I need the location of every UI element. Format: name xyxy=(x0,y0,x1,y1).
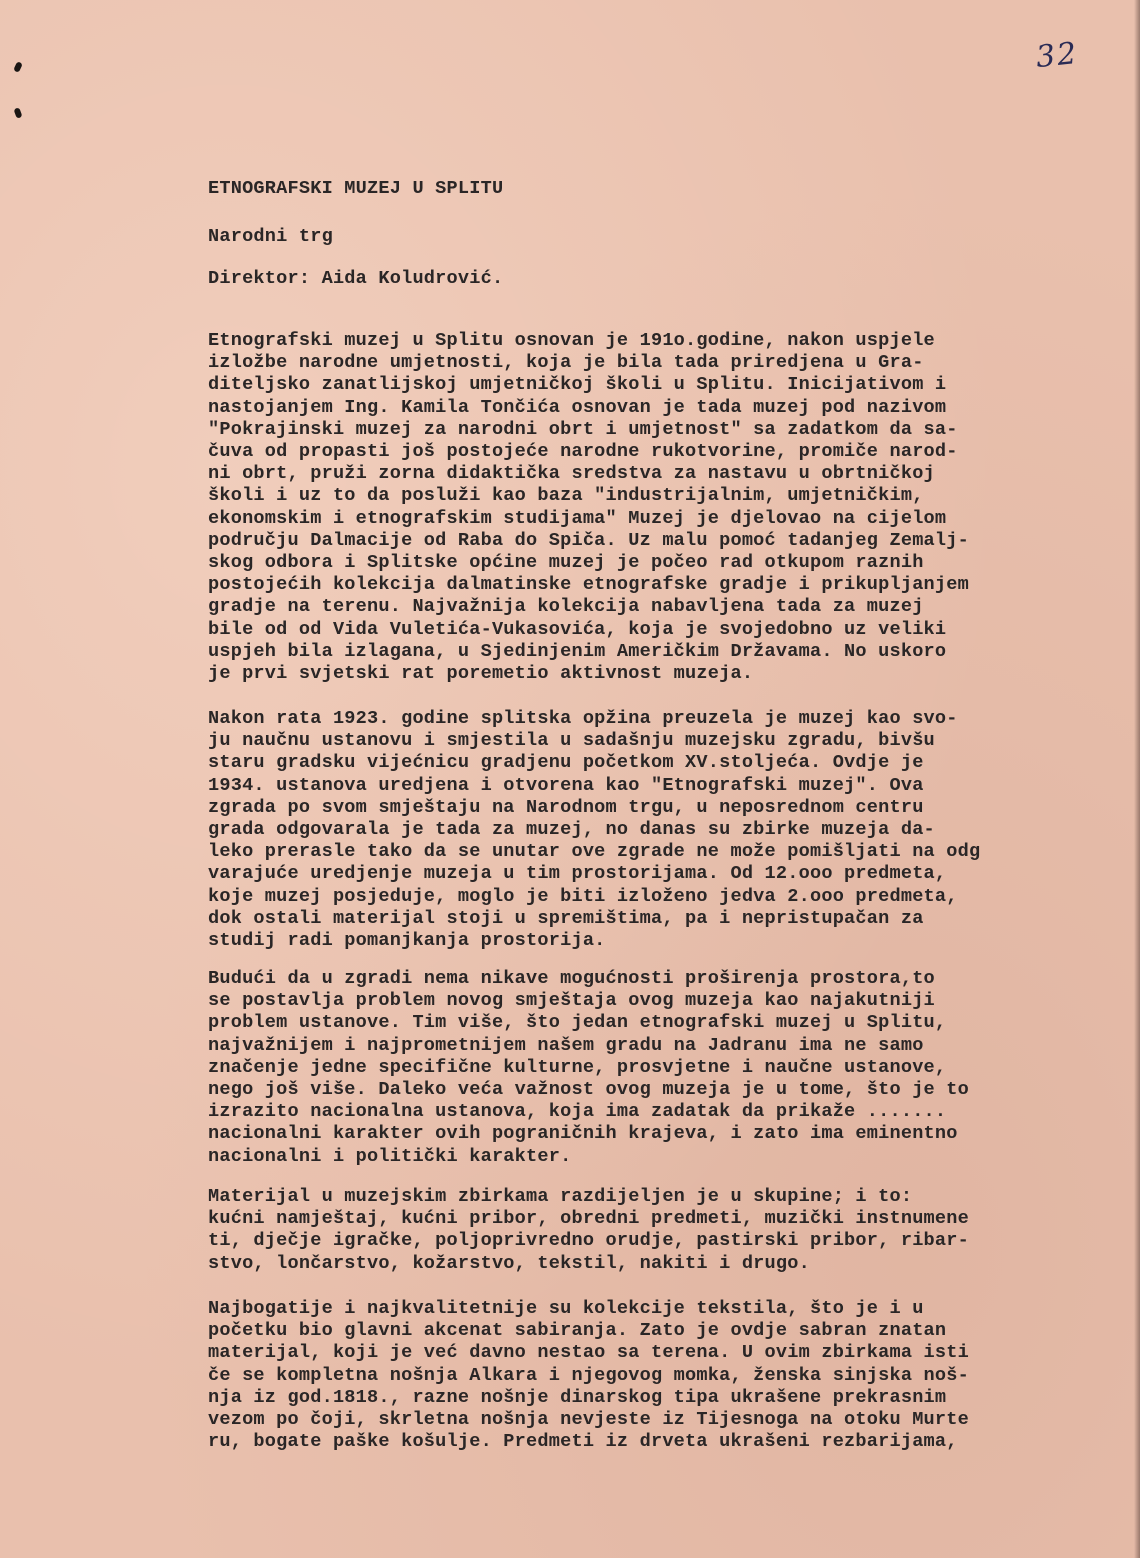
address-line: Narodni trg xyxy=(208,226,333,247)
document-title: ETNOGRAFSKI MUZEJ U SPLITU xyxy=(208,178,504,199)
paragraph-textiles: Najbogatije i najkvalitetnije su kolekcije tekstila, što je i u početku bio glavni akcenat sabiranja. Zato je ovdje sabran znatan materijal, koji je već davno nestao sa terena. U ovim zbirkama isti če se kompletna nošnja Alkara i njegovog momka, ženska sinjska noš- nja iz god.1818., razne nošnje dinarskog tipa ukrašene prekrasnim vezom po čoji, skrletna nošnja nevjeste iz Tijesnoga na otoku Murte ru, bogate paške košulje. Predmeti iz drveta ukrašeni rezbarijama, xyxy=(208,1298,969,1453)
paragraph-history: Etnografski muzej u Splitu osnovan je 191o.godine, nakon uspjele izložbe narodne umjetnosti, koja je bila tada priredjena u Gra- diteljsko zanatlijskoj umjetničkoj školi u Splitu. Inicijativom i nastojanjem Ing. Kamila Tončića osnovan je tada muzej pod nazivom "Pokrajinski muzej za narodni obrt i umjetnost" sa zadatkom da sa- čuva od propasti još postojeće narodne rukotvorine, promiče narod- ni obrt, pruži zorna didaktička sredstva za nastavu u obrtničkoj školi i uz to da posluži kao baza "industrijalnim, umjetničkim, ekonomskim i etnografskim studijama" Muzej je djelovao na cijelom području Dalmacije od Raba do Spiča. Uz malu pomoć tadanjeg Zemalj- skog odbora i Splitske općine muzej je počeo rad otkupom raznih postojećih kolekcija dalmatinske etnografske gradje i prikupljanjem gradje na terenu. Najvažnija kolekcija nabavljena tada za muzej bile od od Vida Vuletića-Vukasovića, koja je svojedobno uz veliki uspjeh bila izlagana, u Sjedinjenim Američkim Državama. No uskoro je prvi svjetski rat poremetio aktivnost muzeja. xyxy=(208,330,969,685)
paragraph-collections: Materijal u muzejskim zbirkama razdijeljen je u skupine; i to: kućni namještaj, kućni pribor, obredni predmeti, muzički instnumene ti, dječje igračke, poljoprivredno orudje, pastirski pribor, ribar- stvo, lončarstvo, kožarstvo, tekstil, nakiti i drugo. xyxy=(208,1186,969,1274)
director-line: Direktor: Aida Koludrović. xyxy=(208,268,504,289)
punch-mark xyxy=(13,107,22,118)
page-edge-shadow xyxy=(1134,0,1140,1558)
paragraph-building: Nakon rata 1923. godine splitska opžina preuzela je muzej kao svo- ju naučnu ustanovu i smjestila u sadašnju muzejsku zgradu, bivšu staru gradsku vijećnicu gradjenu početkom XV.stoljeća. Ovdje je 1934. ustanova uredjena i otvorena kao "Etnografski muzej". Ova zgrada po svom smještaju na Narodnom trgu, u neposrednom centru grada odgovarala je tada za muzej, no danas su zbirke muzeja da- leko prerasle tako da se unutar ove zgrade ne može pomišljati na odg varajuće uredjenje muzeja u tim prostorijama. Od 12.ooo predmeta, koje muzej posjeduje, moglo je biti izloženo jedva 2.ooo predmeta, dok ostali materijal stoji u spremištima, pa i nepristupačan za studij radi pomanjkanja prostorija. xyxy=(208,708,981,952)
paragraph-relocation: Budući da u zgradi nema nikave mogućnosti proširenja prostora,to se postavlja problem novog smještaja ovog muzeja kao najakutniji problem ustanove. Tim više, što jedan etnografski muzej u Splitu, najvažnijem i najprometnijem našem gradu na Jadranu ima ne samo značenje jedne specifične kulturne, prosvjetne i naučne ustanove, nego još više. Daleko veća važnost ovog muzeja je u tome, što je to izrazito nacionalna ustanova, koja ima zadatak da prikaže ....... nacionalni karakter ovih pograničnih krajeva, i zato ima eminentno nacionalni i politički karakter. xyxy=(208,968,969,1167)
handwritten-page-number: 32 xyxy=(1034,35,1080,76)
punch-mark xyxy=(13,61,23,73)
